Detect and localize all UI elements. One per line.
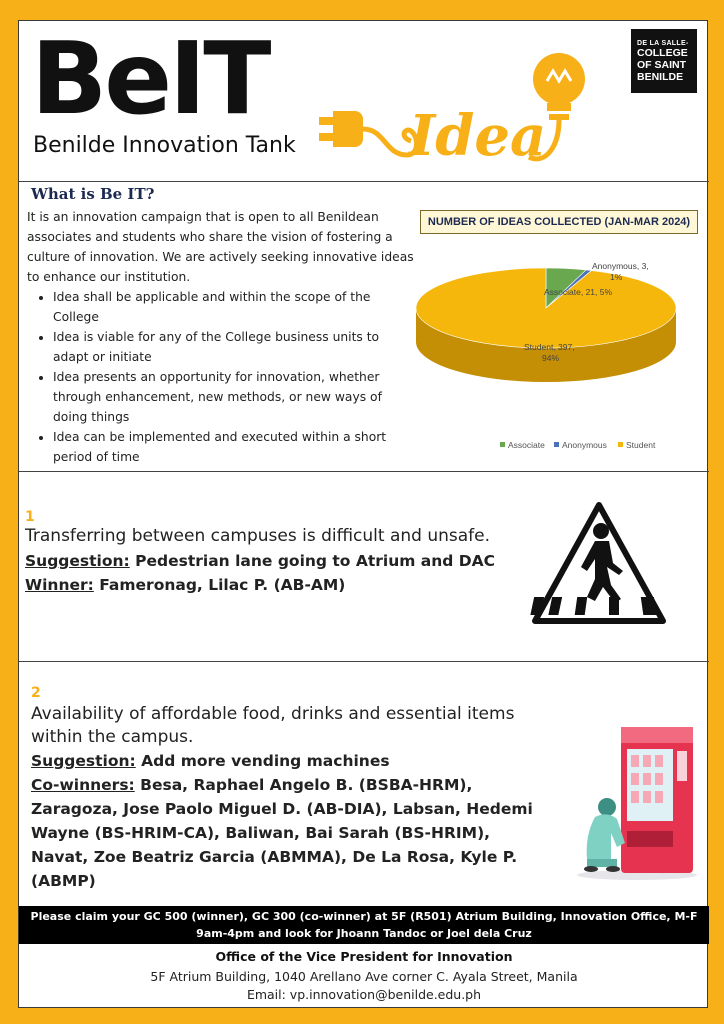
- pie-data-label-anonymous: Anonymous, 3,: [592, 261, 649, 271]
- what-is-body: [27, 207, 417, 467]
- logo-line-3: OF SAINT: [637, 58, 686, 71]
- idea-number: 1: [25, 509, 35, 525]
- pie-slice-student: [416, 268, 676, 348]
- winner-label: Winner:: [25, 576, 94, 594]
- suggestion-text: Pedestrian lane going to Atrium and DAC: [135, 552, 496, 570]
- idea-problem: Transferring between campuses is difficult and unsafe.: [25, 526, 491, 546]
- chart-title: NUMBER OF IDEAS COLLECTED (JAN-MAR 2024): [420, 210, 698, 234]
- legend-swatch-associate: [500, 442, 505, 447]
- idea-co-winners: [31, 773, 541, 893]
- office-name: Office of the Vice President for Innovation: [215, 949, 513, 964]
- logo-line-4: BENILDE: [637, 70, 684, 83]
- claim-line-2: 9am-4pm and look for Jhoann Tandoc or Joel dela Cruz: [196, 927, 532, 940]
- legend-swatch-student: [618, 442, 623, 447]
- legend-swatch-anonymous: [554, 442, 559, 447]
- claim-banner: [19, 906, 709, 944]
- pie-data-label-student: 94%: [542, 353, 560, 363]
- idea-number: 2: [31, 685, 41, 701]
- vending-machine-icon: [567, 711, 697, 881]
- pie-data-label-associate: Associate, 21, 5%: [544, 287, 613, 297]
- plug-bulb-idea-icon: [315, 37, 585, 187]
- office-address: 5F Atrium Building, 1040 Arellano Ave corner C. Ayala Street, Manila: [150, 969, 578, 984]
- divider: [19, 661, 709, 662]
- what-is-heading: What is Be IT?: [31, 185, 155, 203]
- legend-label-anonymous: Anonymous: [562, 440, 607, 450]
- divider: [19, 181, 709, 182]
- logo-line-1: DE LA SALLE-: [637, 39, 689, 47]
- idea-problem-line2: within the campus.: [31, 727, 194, 747]
- criteria-item: • Idea can be implemented and executed within a short period of time: [53, 427, 417, 467]
- legend-label-student: Student: [626, 440, 656, 450]
- idea-problem-line1: Availability of affordable food, drinks and essential items: [31, 704, 515, 724]
- criteria-item: • Idea is viable for any of the College business units to adapt or initiate: [53, 327, 417, 367]
- poster: [18, 20, 708, 1008]
- poster-title: BeIT: [31, 20, 269, 137]
- idea-winner: [25, 574, 345, 596]
- criteria-item: • Idea presents an opportunity for innovation, whether through enhancement, new methods, or new ways of doing things: [53, 367, 417, 427]
- claim-line-1: Please claim your GC 500 (winner), GC 300 (co-winner) at 5F (R501) Atrium Building, Innovation Office, M-F: [30, 910, 698, 923]
- idea-word: Idea: [409, 103, 547, 169]
- divider: [19, 471, 709, 472]
- criteria-list: [53, 287, 417, 467]
- co-winners-text: Besa, Raphael Angelo B. (BSBA-HRM), Zaragoza, Jose Paolo Miguel D. (AB-DIA), Labsan, Hedemi Wayne (BS-HRIM-CA), Baliwan, Bai Sarah (BS-HRIM), Navat, Zoe Beatriz Garcia (ABMMA), De La Rosa, Kyle P. (ABMP): [31, 776, 533, 890]
- idea-suggestion: [31, 750, 390, 772]
- pie-data-label-anonymous: 1%: [610, 272, 623, 282]
- pie-data-label-student: Student, 397,: [524, 342, 575, 352]
- legend-label-associate: Associate: [508, 440, 545, 450]
- ideas-pie-chart: [414, 236, 704, 466]
- idea-suggestion: [25, 550, 495, 572]
- criteria-item: • Idea shall be applicable and within the scope of the College: [53, 287, 417, 327]
- college-logo: [631, 29, 697, 93]
- co-winners-label: Co-winners:: [31, 776, 135, 794]
- suggestion-label: Suggestion:: [31, 752, 136, 770]
- office-email[interactable]: Email: vp.innovation@benilde.edu.ph: [246, 987, 482, 1002]
- poster-subtitle: Benilde Innovation Tank: [33, 133, 296, 158]
- logo-line-2: COLLEGE: [637, 46, 688, 59]
- what-is-intro: It is an innovation campaign that is open to all Benildean associates and students who share the vision of fostering a culture of innovation. We are actively seeking innovative ideas to enhance our institution.: [27, 210, 414, 284]
- suggestion-text: Add more vending machines: [141, 752, 390, 770]
- pedestrian-crossing-icon: [529, 499, 669, 627]
- winner-text: Fameronag, Lilac P. (AB-AM): [99, 576, 346, 594]
- suggestion-label: Suggestion:: [25, 552, 130, 570]
